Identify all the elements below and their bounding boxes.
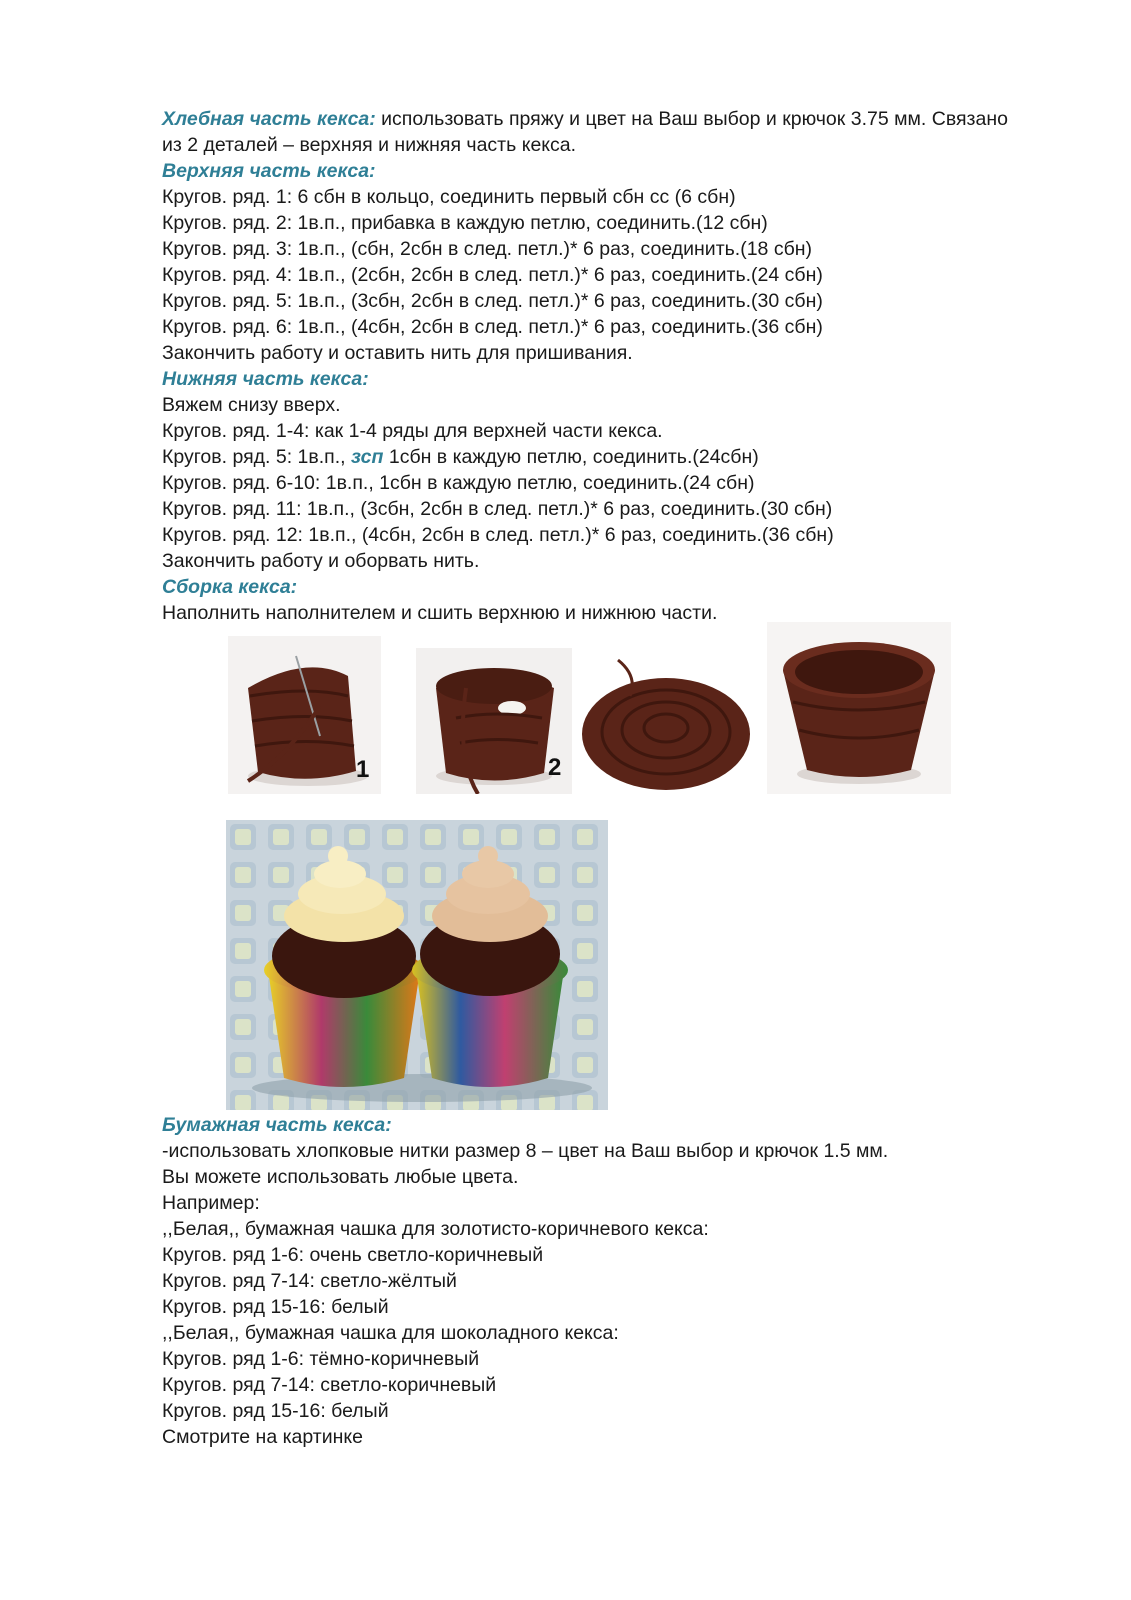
step-1-label: 1 [356, 756, 370, 783]
paper-line: Вы можете использовать любые цвета. [162, 1166, 519, 1188]
document-page [162, 106, 1062, 626]
top-row: Закончить работу и оставить нить для пришивания. [162, 342, 633, 364]
photo-bottom-cup [767, 622, 951, 794]
crochet-cup-image [767, 622, 951, 794]
paper-line: Кругов. ряд 1-6: тёмно-коричневый [162, 1348, 480, 1370]
paper-line: Кругов. ряд 1-6: очень светло-коричневый [162, 1244, 544, 1266]
paper-line: Например: [162, 1192, 260, 1214]
top-row: Кругов. ряд. 6: 1в.п., (4сбн, 2сбн в след. петл.)* 6 раз, соединить.(36 сбн) [162, 316, 823, 338]
bottom-heading: Нижняя часть кекса: [162, 368, 369, 390]
bread-heading: Хлебная часть кекса: [162, 108, 376, 130]
bottom-row: Вяжем снизу вверх. [162, 394, 341, 416]
paper-line: Кругов. ряд 7-14: светло-жёлтый [162, 1270, 457, 1292]
assembly-text: Наполнить наполнителем и сшить верхнюю и нижнюю части. [162, 602, 718, 624]
paper-heading: Бумажная часть кекса: [162, 1114, 392, 1136]
bottom-row: Кругов. ряд. 12: 1в.п., (4сбн, 2сбн в след. петл.)* 6 раз, соединить.(36 сбн) [162, 524, 834, 546]
bottom-row: Кругов. ряд. 6-10: 1в.п., 1сбн в каждую петлю, соединить.(24 сбн) [162, 472, 755, 494]
finished-cupcakes-image [226, 820, 608, 1110]
assembly-heading: Сборка кекса: [162, 576, 298, 598]
top-heading: Верхняя часть кекса: [162, 160, 376, 182]
top-row: Кругов. ряд. 2: 1в.п., прибавка в каждую петлю, соединить.(12 сбн) [162, 212, 768, 234]
bread-intro [162, 106, 1012, 158]
paper-section [162, 1112, 1062, 1450]
top-row: Кругов. ряд. 5: 1в.п., (3сбн, 2сбн в след. петл.)* 6 раз, соединить.(30 сбн) [162, 290, 823, 312]
row5-abbr: зсп [350, 446, 384, 468]
crochet-disk-image [578, 656, 754, 794]
paper-line: Смотрите на картинке [162, 1426, 363, 1448]
bottom-row: Кругов. ряд. 11: 1в.п., (3сбн, 2сбн в след. петл.)* 6 раз, соединить.(30 сбн) [162, 498, 833, 520]
bottom-row-5 [162, 444, 1062, 470]
paper-line: Кругов. ряд 15-16: белый [162, 1400, 389, 1422]
paper-line: -использовать хлопковые нитки размер 8 – цвет на Ваш выбор и крючок 1.5 мм. [162, 1140, 889, 1162]
bottom-row: Кругов. ряд. 1-4: как 1-4 ряды для верхней части кекса. [162, 420, 663, 442]
paper-line: Кругов. ряд 15-16: белый [162, 1296, 389, 1318]
step-2-label: 2 [548, 754, 562, 781]
top-row: Кругов. ряд. 1: 6 сбн в кольцо, соединить первый сбн сс (6 сбн) [162, 186, 736, 208]
photo-finished-cupcakes [226, 820, 608, 1110]
photo-top-disk [578, 656, 754, 794]
paper-line: Кругов. ряд 7-14: светло-коричневый [162, 1374, 497, 1396]
bread-intro-text: использовать пряжу и цвет на Ваш выбор и крючок 3.75 мм. Связано из 2 деталей – верхняя и нижняя часть кекса. [162, 108, 1008, 156]
top-row: Кругов. ряд. 3: 1в.п., (сбн, 2сбн в след. петл.)* 6 раз, соединить.(18 сбн) [162, 238, 812, 260]
paper-line: ,,Белая,, бумажная чашка для золотисто-коричневого кекса: [162, 1218, 709, 1240]
photo-step-1 [228, 636, 381, 794]
row5-pre: Кругов. ряд. 5: 1в.п., [162, 446, 351, 468]
bottom-row: Закончить работу и оборвать нить. [162, 550, 480, 572]
top-row: Кругов. ряд. 4: 1в.п., (2сбн, 2сбн в след. петл.)* 6 раз, соединить.(24 сбн) [162, 264, 823, 286]
row5-post: 1сбн в каждую петлю, соединить.(24сбн) [383, 446, 759, 468]
photo-step-2 [416, 648, 572, 794]
paper-line: ,,Белая,, бумажная чашка для шоколадного кекса: [162, 1322, 619, 1344]
